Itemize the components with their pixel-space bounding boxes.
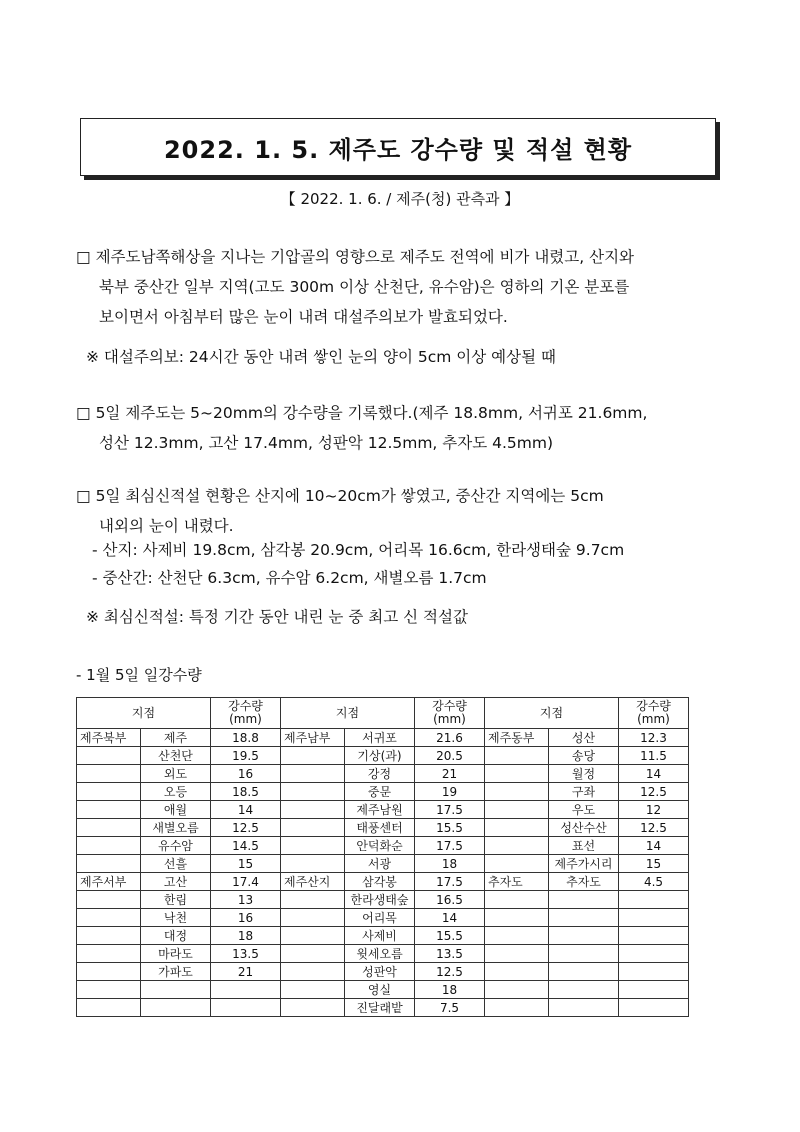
precip-cell (619, 927, 689, 945)
paragraph-1-line-3: 보이면서 아침부터 많은 눈이 내려 대설주의보가 발효되었다. (99, 308, 508, 326)
region-cell (281, 927, 345, 945)
precip-cell: 21 (415, 765, 485, 783)
site-cell: 송당 (549, 747, 619, 765)
site-cell (141, 999, 211, 1017)
region-cell: 제주산지 (281, 873, 345, 891)
snow-midmountain-line: - 중산간: 산천단 6.3cm, 유수암 6.2cm, 새별오름 1.7cm (92, 569, 487, 587)
region-cell (77, 963, 141, 981)
page-title: 2022. 1. 5. 제주도 강수량 및 적설 현황 (163, 135, 633, 164)
precip-cell: 17.5 (415, 801, 485, 819)
table-row (77, 837, 689, 855)
region-cell (281, 819, 345, 837)
paragraph-1 (76, 242, 726, 332)
precip-cell: 13 (211, 891, 281, 909)
precip-cell: 12 (619, 801, 689, 819)
precip-cell: 17.4 (211, 873, 281, 891)
region-cell (281, 783, 345, 801)
site-cell: 제주 (141, 729, 211, 747)
precipitation-table (76, 697, 689, 1017)
region-cell (485, 765, 549, 783)
table-label: - 1월 5일 일강수량 (76, 666, 202, 684)
region-cell (485, 945, 549, 963)
region-cell: 제주북부 (77, 729, 141, 747)
site-cell (549, 999, 619, 1017)
paragraph-1-line-2: 북부 중산간 일부 지역(고도 300m 이상 산천단, 유수암)은 영하의 기온 분포를 (99, 278, 630, 296)
precip-cell: 16 (211, 765, 281, 783)
precip-cell (211, 999, 281, 1017)
site-cell: 삼각봉 (345, 873, 415, 891)
region-cell (485, 837, 549, 855)
site-cell: 선흘 (141, 855, 211, 873)
region-cell (281, 999, 345, 1017)
site-cell: 우도 (549, 801, 619, 819)
region-cell (281, 891, 345, 909)
region-cell: 추자도 (485, 873, 549, 891)
site-cell: 서귀포 (345, 729, 415, 747)
site-cell: 한라생태숲 (345, 891, 415, 909)
region-cell: 제주동부 (485, 729, 549, 747)
site-cell: 기상(과) (345, 747, 415, 765)
site-cell: 제주가시리 (549, 855, 619, 873)
snow-mountain-line: - 산지: 사제비 19.8cm, 삼각봉 20.9cm, 어리목 16.6cm, 한라생태숲 9.7cm (92, 541, 625, 559)
site-cell: 중문 (345, 783, 415, 801)
site-cell: 유수암 (141, 837, 211, 855)
region-cell (485, 801, 549, 819)
precip-cell: 15.5 (415, 819, 485, 837)
precip-cell: 18 (415, 981, 485, 999)
region-cell (281, 945, 345, 963)
region-cell (77, 999, 141, 1017)
precip-cell: 18.8 (211, 729, 281, 747)
region-cell (485, 891, 549, 909)
table-row (77, 891, 689, 909)
region-cell (281, 981, 345, 999)
table-row (77, 801, 689, 819)
site-cell: 산천단 (141, 747, 211, 765)
region-cell (485, 999, 549, 1017)
precip-cell: 18 (211, 927, 281, 945)
note-snowfall: ※ 최심신적설: 특정 기간 동안 내린 눈 중 최고 신 적설값 (86, 608, 468, 626)
precip-cell: 14 (619, 765, 689, 783)
site-cell (549, 909, 619, 927)
site-cell: 낙천 (141, 909, 211, 927)
region-cell (281, 963, 345, 981)
table-row (77, 747, 689, 765)
header-site: 지점 (485, 698, 619, 729)
region-cell (281, 837, 345, 855)
precip-cell: 14 (619, 837, 689, 855)
header-precip: 강수량 (mm) (619, 698, 689, 729)
region-cell: 제주남부 (281, 729, 345, 747)
region-cell (485, 819, 549, 837)
site-cell (549, 981, 619, 999)
region-cell (485, 783, 549, 801)
site-cell: 안덕화순 (345, 837, 415, 855)
site-cell: 마라도 (141, 945, 211, 963)
region-cell (485, 909, 549, 927)
site-cell: 월정 (549, 765, 619, 783)
subtitle: 【 2022. 1. 6. / 제주(청) 관측과 】 (280, 190, 520, 208)
table-row (77, 927, 689, 945)
region-cell (485, 747, 549, 765)
site-cell: 영실 (345, 981, 415, 999)
site-cell: 태풍센터 (345, 819, 415, 837)
site-cell: 애월 (141, 801, 211, 819)
precip-cell: 14.5 (211, 837, 281, 855)
paragraph-2 (76, 398, 726, 458)
site-cell (549, 945, 619, 963)
precip-cell: 19.5 (211, 747, 281, 765)
site-cell (549, 963, 619, 981)
site-cell: 서광 (345, 855, 415, 873)
region-cell (77, 891, 141, 909)
precip-cell: 16.5 (415, 891, 485, 909)
paragraph-3-line-2: 내외의 눈이 내렸다. (99, 517, 234, 535)
site-cell (549, 891, 619, 909)
site-cell: 외도 (141, 765, 211, 783)
region-cell (77, 981, 141, 999)
precip-cell: 13.5 (211, 945, 281, 963)
header-precip: 강수량 (mm) (211, 698, 281, 729)
precip-cell: 20.5 (415, 747, 485, 765)
table-row (77, 999, 689, 1017)
header-precip: 강수량 (mm) (415, 698, 485, 729)
precip-cell: 11.5 (619, 747, 689, 765)
region-cell (485, 963, 549, 981)
paragraph-1-line-1: □ 제주도남쪽해상을 지나는 기압골의 영향으로 제주도 전역에 비가 내렸고, 산지와 (76, 248, 635, 266)
region-cell (485, 981, 549, 999)
table-row (77, 873, 689, 891)
table-row (77, 981, 689, 999)
precip-cell: 13.5 (415, 945, 485, 963)
site-cell: 새별오름 (141, 819, 211, 837)
region-cell (281, 909, 345, 927)
header-site: 지점 (281, 698, 415, 729)
region-cell (281, 747, 345, 765)
precip-cell (619, 909, 689, 927)
site-cell (549, 927, 619, 945)
site-cell: 제주남원 (345, 801, 415, 819)
table-row (77, 783, 689, 801)
region-cell (281, 855, 345, 873)
precip-cell: 4.5 (619, 873, 689, 891)
precip-cell: 12.5 (619, 783, 689, 801)
region-cell (77, 837, 141, 855)
precip-cell: 12.5 (415, 963, 485, 981)
precip-cell: 18.5 (211, 783, 281, 801)
precip-cell: 7.5 (415, 999, 485, 1017)
region-cell (77, 855, 141, 873)
region-cell (281, 801, 345, 819)
region-cell (77, 819, 141, 837)
table-row (77, 855, 689, 873)
region-cell (77, 765, 141, 783)
paragraph-2-line-1: □ 5일 제주도는 5~20mm의 강수량을 기록했다.(제주 18.8mm, 서귀포 21.6mm, (76, 404, 648, 422)
region-cell (77, 927, 141, 945)
precip-cell: 14 (415, 909, 485, 927)
region-cell (77, 909, 141, 927)
precip-cell: 12.5 (211, 819, 281, 837)
precip-cell: 12.3 (619, 729, 689, 747)
site-cell: 강정 (345, 765, 415, 783)
paragraph-3-line-1: □ 5일 최심신적설 현황은 산지에 10~20cm가 쌓였고, 중산간 지역에는 5cm (76, 487, 604, 505)
precip-cell: 21.6 (415, 729, 485, 747)
precip-cell (619, 999, 689, 1017)
table-row (77, 765, 689, 783)
site-cell: 고산 (141, 873, 211, 891)
precip-cell (619, 981, 689, 999)
region-cell: 제주서부 (77, 873, 141, 891)
paragraph-2-line-2: 성산 12.3mm, 고산 17.4mm, 성판악 12.5mm, 추자도 4.5mm) (99, 434, 554, 452)
table-row (77, 963, 689, 981)
precip-cell: 18 (415, 855, 485, 873)
region-cell (77, 783, 141, 801)
site-cell: 대정 (141, 927, 211, 945)
precip-cell: 17.5 (415, 837, 485, 855)
site-cell: 진달래밭 (345, 999, 415, 1017)
table-row (77, 819, 689, 837)
header-site: 지점 (77, 698, 211, 729)
site-cell: 성산수산 (549, 819, 619, 837)
table-body (77, 729, 689, 1017)
precip-cell (211, 981, 281, 999)
region-cell (77, 801, 141, 819)
table-header-row (77, 698, 689, 729)
precip-cell (619, 945, 689, 963)
site-cell: 성판악 (345, 963, 415, 981)
paragraph-3 (76, 481, 726, 541)
precip-cell: 17.5 (415, 873, 485, 891)
site-cell: 윗세오름 (345, 945, 415, 963)
site-cell: 오등 (141, 783, 211, 801)
title-box (80, 118, 716, 176)
precip-cell (619, 891, 689, 909)
precip-cell: 12.5 (619, 819, 689, 837)
note-advisory: ※ 대설주의보: 24시간 동안 내려 쌓인 눈의 양이 5cm 이상 예상될 때 (86, 348, 556, 366)
region-cell (77, 747, 141, 765)
region-cell (485, 855, 549, 873)
site-cell: 한림 (141, 891, 211, 909)
region-cell (281, 765, 345, 783)
table-row (77, 945, 689, 963)
precip-cell: 16 (211, 909, 281, 927)
table-row (77, 909, 689, 927)
site-cell: 가파도 (141, 963, 211, 981)
site-cell: 추자도 (549, 873, 619, 891)
table-row (77, 729, 689, 747)
region-cell (77, 945, 141, 963)
precip-cell: 21 (211, 963, 281, 981)
precip-cell: 15.5 (415, 927, 485, 945)
site-cell: 구좌 (549, 783, 619, 801)
site-cell: 성산 (549, 729, 619, 747)
precip-cell: 15 (211, 855, 281, 873)
site-cell (141, 981, 211, 999)
site-cell: 사제비 (345, 927, 415, 945)
precip-cell: 14 (211, 801, 281, 819)
precip-cell (619, 963, 689, 981)
site-cell: 어리목 (345, 909, 415, 927)
site-cell: 표선 (549, 837, 619, 855)
precip-cell: 15 (619, 855, 689, 873)
region-cell (485, 927, 549, 945)
precip-cell: 19 (415, 783, 485, 801)
